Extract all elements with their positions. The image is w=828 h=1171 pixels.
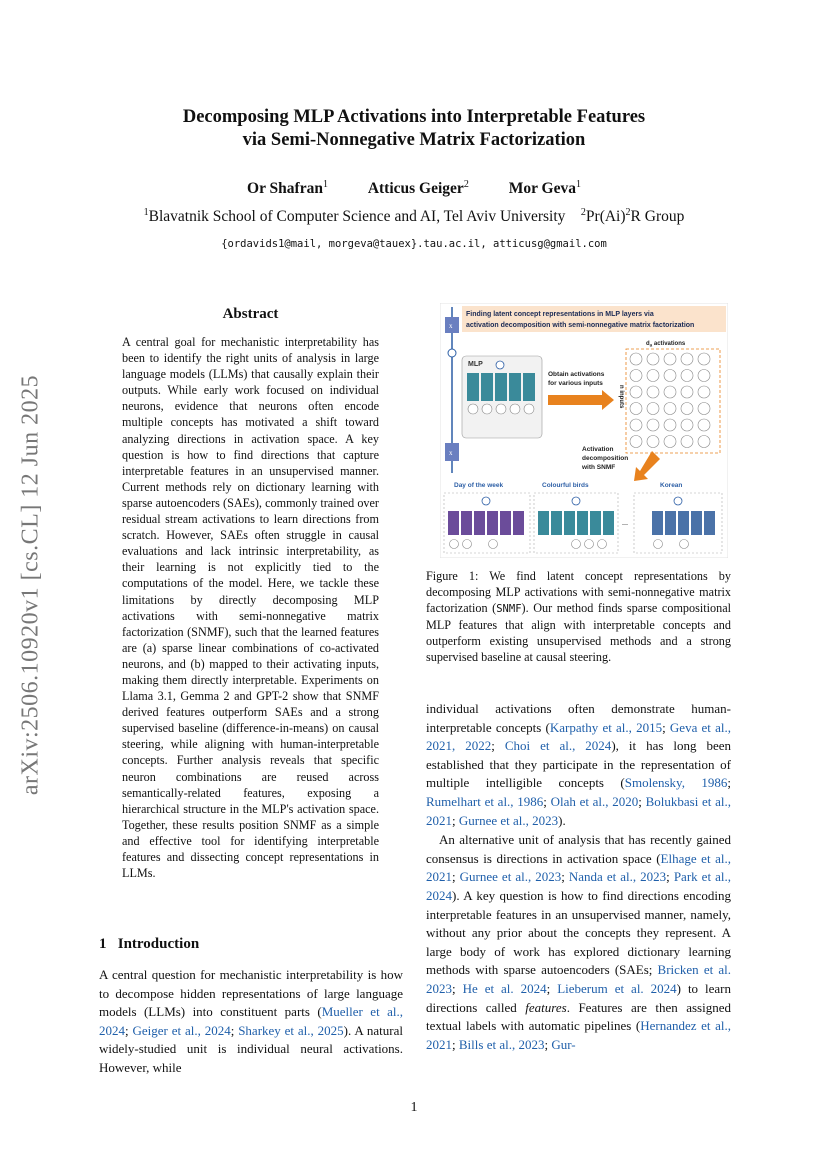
- activation-cell: [647, 370, 659, 382]
- banner-line-1: Finding latent concept representations in MLP layers via: [466, 311, 654, 318]
- citation-link[interactable]: Mueller et al., 2024: [99, 1004, 403, 1038]
- citation-link[interactable]: Karpathy et al., 2015: [549, 719, 663, 735]
- citation-link[interactable]: Park et al., 2024: [426, 869, 731, 903]
- author: Or Shafran$^1$: [247, 179, 328, 198]
- obtain-line-2: for various inputs: [548, 380, 603, 387]
- citation-link[interactable]: Sharkey et al., 2025: [238, 1022, 344, 1038]
- activation-cell: [698, 403, 710, 415]
- activation-cell: [647, 403, 659, 415]
- title-line-1: Decomposing MLP Activations into Interpretable Features: [182, 107, 646, 127]
- citation-link[interactable]: Rumelhart et al., 1986: [426, 793, 544, 809]
- activation-cell: [647, 386, 659, 398]
- activation-cell: [698, 386, 710, 398]
- activation-cell: [681, 353, 693, 365]
- citation-link[interactable]: Smolensky, 1986: [624, 775, 728, 791]
- concept-day-of-week: Day of the week: [454, 482, 504, 489]
- activation-cell: [698, 370, 710, 382]
- citation-link[interactable]: He et al. 2024: [462, 980, 547, 996]
- activation-cell: [681, 436, 693, 448]
- activation-cell: [664, 370, 676, 382]
- paragraph: individual activations often demonstrate human-interpretable concepts (Karpathy et al., 2015; Geva et al., 2021, 2022; Choi et al., 2024), it has long been established that they participate in the representation of multiple intelligible concepts (Smolensky, 1986; Rumelhart et al., 1986; Olah et al., 2020; Bolukbasi et al., 2021; Gurnee et al., 2023).: [426, 701, 731, 828]
- concept-colourful-birds: Colourful birds: [542, 482, 589, 489]
- citation-link[interactable]: Lieberum et al. 2024: [557, 980, 677, 996]
- citation-link[interactable]: Bolukbasi et al., 2021: [426, 793, 731, 828]
- citation-link[interactable]: Gur-: [551, 1036, 576, 1052]
- banner-line-2: activation decomposition with semi-nonnegative matrix factorization: [466, 322, 695, 329]
- figure-1-diagram: [440, 303, 728, 558]
- decomp-line-3: with SNMF: [582, 464, 616, 471]
- citation-link[interactable]: Hernandez et al., 2021: [426, 1018, 731, 1052]
- n-inputs-label: n inputs: [618, 385, 624, 409]
- paragraph: An alternative unit of analysis that has recently gained consensus is directions in activation space (Elhage et al., 2021; Gurnee et al., 2023; Nanda et al., 2023; Park et al., 2024). A key question is how to find directions encoding interpretable features in an unsupervised manner, namely, without any prior about the concepts they represent. A large body of work has explored dictionary learning methods with sparse autoencoders (SAEs; Bricken et al. 2023; He et al. 2024; Lieberum et al. 2024) to learn directions called features. Features are then assigned textual labels with automatic pipelines (Hernandez et al., 2021; Bills et al., 2023; Gur-: [426, 832, 731, 1052]
- right-column-text: [426, 700, 731, 1054]
- author: Mor Geva$^1$: [508, 179, 581, 198]
- citation-link[interactable]: Olah et al., 2020: [550, 793, 639, 809]
- activation-cell: [681, 419, 693, 431]
- activation-cell: [630, 370, 642, 382]
- activation-cell: [630, 386, 642, 398]
- svg-text:da activations: [646, 341, 686, 348]
- affiliations: $^1$Blavatnik School of Computer Science and AI, Tel Aviv University $^2Pr(Ai)^2R$ Group: [143, 207, 685, 226]
- activation-cell: [630, 353, 642, 365]
- da-suffix: activations: [652, 341, 686, 347]
- activation-cell: [664, 403, 676, 415]
- citation-link[interactable]: Geva et al., 2021, 2022: [426, 719, 731, 754]
- intro-paragraph: A central question for mechanistic interpretability is how to decompose hidden representations of large language models (LLMs) into constituent parts (Mueller et al., 2024; Geiger et al., 2024; Sharkey et al., 2025). A natural widely-studied unit is individual neural activations. However, while: [99, 967, 403, 1075]
- decomp-line-1: Activation: [582, 446, 614, 453]
- figure-1-caption: Figure 1: We find latent concept representations by decomposing MLP activations with semi-nonnegative matrix factorization (SNMF). Our method finds sparse compositional MLP features that align with interpretable concepts and outperform existing unsupervised methods and a strong supervised baseline at causal steering.: [426, 569, 731, 665]
- activation-cell: [681, 370, 693, 382]
- citation-link[interactable]: Elhage et al., 2021: [426, 850, 731, 885]
- activation-cell: [698, 436, 710, 448]
- activation-cell: [664, 353, 676, 365]
- concept-korean: Korean: [660, 482, 683, 489]
- title-line-2: via Semi-Nonnegative Matrix Factorization: [242, 130, 586, 150]
- arxiv-identifier: arXiv:2506.10920v1 [cs.CL] 12 Jun 2025: [17, 374, 44, 796]
- activation-cell: [664, 386, 676, 398]
- citation-link[interactable]: Nanda et al., 2023: [568, 869, 667, 885]
- activation-cell: [647, 436, 659, 448]
- da-sub: a: [649, 342, 653, 348]
- abstract-body: A central goal for mechanistic interpretability has been to identify the right units of analysis in large language models (LLMs) that causally explain their outputs. While early work focused on individual neurons, evidence that neurons often encode multiple concepts has motivated a shift toward analyzing directions in activation space. A key question is how to find directions that capture interpretable features in an unsupervised manner. Current methods rely on dictionary learning with sparse autoencoders (SAEs), commonly trained over residual stream activations to learn directions from scratch. However, SAEs often struggle in causal evaluations and lack intrinsic interpretability, as their learning is not explicitly tied to the computations of the model. Here, we tackle these limitations by directly decomposing MLP activations with semi-nonnegative matrix factorization (SNMF), such that the learned features are (a) sparse linear combinations of co-activated neurons, and (b) mapped to their activating inputs, making them directly interpretable. Experiments on Llama 3.1, Gemma 2 and GPT-2 show that SNMF derived features outperform SAEs and a strong supervised baseline (difference-in-means) on causal steering, while aligning with human-interpretable concepts. Further analysis reveals that specific neuron combinations are reused across semantically-related features, exposing a hierarchical structure in the MLP's activation space. Together, these results position SNMF as a simple and effective tool for identifying interpretable features and dissecting concept representations in LLMs.: [122, 335, 379, 881]
- author-list: [0, 179, 828, 198]
- author: Atticus Geiger$^2$: [367, 179, 469, 198]
- activation-cell: [664, 436, 676, 448]
- citation-link[interactable]: Gurnee et al., 2023: [459, 869, 562, 885]
- da-label: d: [646, 341, 650, 347]
- citation-link[interactable]: Gurnee et al., 2023: [458, 812, 559, 828]
- activation-cell: [698, 353, 710, 365]
- section-heading-introduction: 1 Introduction: [99, 936, 200, 952]
- ellipsis: ...: [622, 518, 628, 527]
- citation-link[interactable]: Bricken et al. 2023: [426, 962, 731, 996]
- citation-link[interactable]: Choi et al., 2024: [504, 738, 612, 754]
- obtain-line-1: Obtain activations: [548, 371, 605, 378]
- activation-cell: [647, 419, 659, 431]
- x-label: x: [449, 449, 453, 457]
- activation-cell: [630, 403, 642, 415]
- activation-cell: [647, 353, 659, 365]
- x-label: x: [449, 322, 453, 330]
- citation-link[interactable]: Geiger et al., 2024: [132, 1022, 231, 1038]
- activation-cell: [630, 419, 642, 431]
- paper-title: [0, 106, 828, 152]
- page-number: 1: [410, 1100, 418, 1115]
- abstract-heading: Abstract: [222, 306, 279, 322]
- mlp-label: MLP: [468, 361, 483, 368]
- citation-link[interactable]: Bills et al., 2023: [458, 1036, 545, 1052]
- activation-cell: [681, 386, 693, 398]
- activation-cell: [681, 403, 693, 415]
- activation-cell: [664, 419, 676, 431]
- author-emails: {ordavids1@mail, morgeva@tauex}.tau.ac.il, atticusg@gmail.com: [221, 238, 607, 250]
- activation-cell: [630, 436, 642, 448]
- activation-cell: [698, 419, 710, 431]
- decomp-line-2: decomposition: [582, 455, 629, 462]
